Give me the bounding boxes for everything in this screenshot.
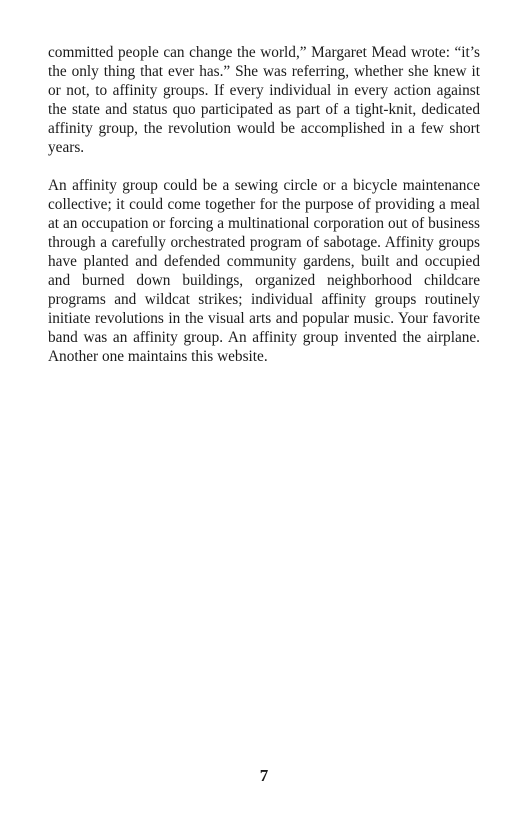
body-paragraph-2: An affinity group could be a sewing circle or a bicycle maintenance collective; it could come together for the purpose of providing a meal at an occupation or forcing a multinational corporation out of business through a carefully orchestrated program of sabotage. Affinity groups have planted and defended community gardens, built and occupied and burned down buildings, organized neighborhood childcare programs and wildcat strikes; individual affinity groups routinely initiate revolutions in the visual arts and popular music. Your favorite band was an affinity group. An affinity group invented the airplane. Another one maintains this website.	[48, 177, 480, 365]
page-number: 7	[259, 766, 269, 785]
body-paragraph-1: committed people can change the world,” Margaret Mead wrote: “it’s the only thing that ever has.” She was referring, whether she knew it or not, to affinity groups. If every individual in every action against the state and status quo participated as part of a tight-knit, dedicated affinity group, the revolution would be accomplished in a few short years.	[48, 44, 480, 156]
page-body	[48, 43, 480, 366]
